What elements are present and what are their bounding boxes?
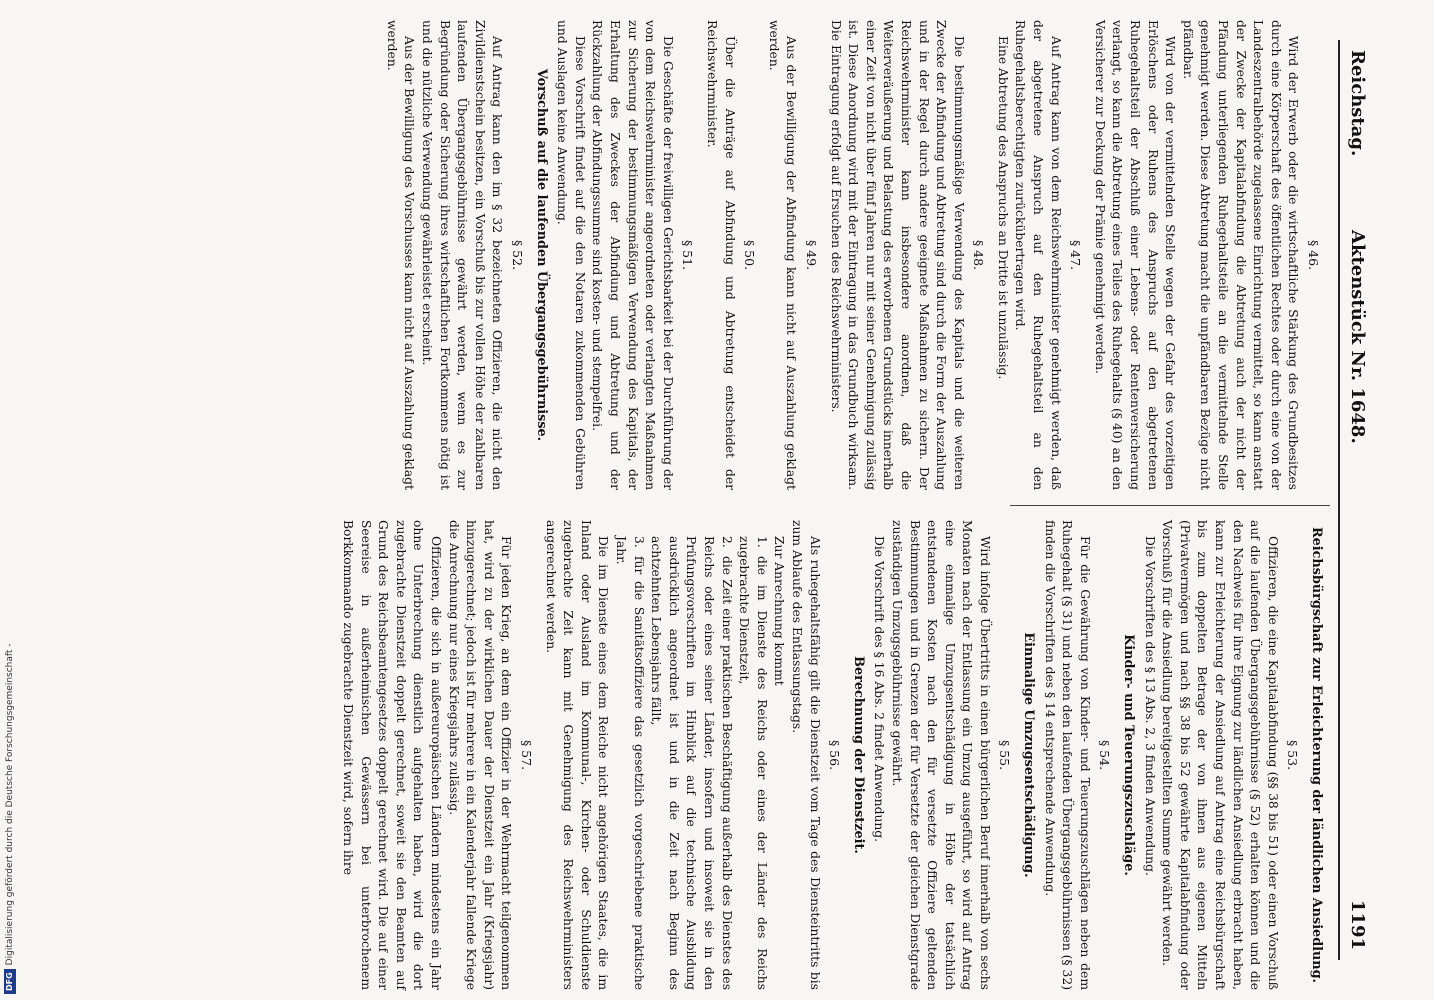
right-column xyxy=(339,520,1328,990)
section-number: § 48. xyxy=(971,239,987,271)
section-title: Vorschuß auf die laufenden Übergangsgebührnisse. xyxy=(533,68,549,442)
paragraph: Auf Antrag kann den im § 32 bezeichneten Offizieren, die nicht den Zivildienstschein besitzen, ein Vorschuß bis zur vollen Höhe der zahlbaren laufenden Übergangsgebührnisse gewährt werden, wenn es zur Begründung oder Sicherung ihres wirtschaftlichen Fortkommens nötig ist und die nützliche Verwendung gewährleistet erscheint. xyxy=(420,20,505,490)
section-number: § 46. xyxy=(1306,239,1321,271)
page-number: 1191 xyxy=(1347,899,1368,950)
header-aktenstueck: Aktenstück Nr. 1648. xyxy=(1347,230,1368,444)
section-number: § 49. xyxy=(803,239,819,271)
list-item xyxy=(611,536,646,990)
paragraph: Zur Anrechnung kommt xyxy=(772,536,787,686)
paragraph: Wird von der vermittelnden Stelle wegen der Gefahr des vorzeitigen Erlöschens oder Ruhens des Anspruchs auf den abgetretenen Ruhegehaltsteil der Abschluß einer Lebens- oder Rentenversicherung verlangt, so kann die Abtretung eines Teiles des Ruhegehalts (§ 40) an den Versicherer zur Deckung der Prämie genehmigt werden. xyxy=(1092,20,1178,490)
paragraph: Offizieren, die sich in außereuropäischen Ländern mindestens ein Jahr ohne Unterbrechung dienstlich aufgehalten haben, wird die dort zugebrachte Dienstzeit doppelt gerechnet, soweit sie den Beamten auf Grund des Reichsbeamtengesetzes doppelt gerechnet wird. Die auf einer Seereise in außerheimischen Gewässern bei unterbrochenem Borkkommando zugebrachte Dienstzeit wird, sofern ihre xyxy=(341,520,444,990)
dfg-logo: DFG xyxy=(4,969,16,994)
section-number: § 54. xyxy=(1097,739,1113,771)
section-number: § 53. xyxy=(1285,739,1301,771)
list-item-text: die Zeit einer praktischen Beschäftigung außerhalb des Dienstes des Reichs oder eines seiner Länder, insofern und insoweit sie in den Prüfungsvorschriften im Hinblick auf die technische Ausbildung ausdrücklich angeordnet ist und in die Zeit nach Beginn des achtzehnten Lebensjahrs fällt, xyxy=(649,536,734,990)
paragraph: Offizieren, die eine Kapitalabfindung (§§ 38 bis 51) oder einen Vorschuß auf die laufenden Übergangsgebührnisse (§ 52) erhalten können und die den Nachweis für ihre Eignung zur ländlichen Ansiedlung erbracht haben, kann zur Erleichterung der Ansiedlung auf Antrag eine Reichsbürgschaft bis zum doppelten Betrage der von ihnen aus eigenen Mitteln (Privatvermögen und nach §§ 38 bis 52 gewährte Kapitalabfindung oder Vorschuß) für die Ansiedlung bereitgestellten Summe gewährt werden. xyxy=(1160,520,1280,990)
list-number: 1. xyxy=(754,536,769,548)
section-number: § 51. xyxy=(680,239,696,271)
paragraph: Wird der Erwerb oder die wirtschaftliche Stärkung des Grundbesitzes durch eine Körperschaft des öffentlichen Rechtes oder durch eine von der Landeszentralbehörde zugelassene Einrichtung vermittelt, so kann anstatt der Zwecke der Kapitalabfindung die Abtretung auch der nicht der Pfändung unterliegenden Ruhegehaltsteile an die vermittelnde Stelle genehmigt werden. Diese Abtretung macht die unpfändbaren Bezüge nicht pfändbar. xyxy=(1180,20,1301,490)
paragraph: Über die Anträge auf Abfindung und Abtretung entscheidet der Reichswehrminister. xyxy=(705,20,737,490)
paragraph: Die im Dienste eines dem Reiche nicht angehörigen Staates, die im Inland oder Ausland im Kommunal-, Kirchen- oder Schuldienste zugebrachte Zeit kann mit Genehmigung des Reichswehrministers angerechnet werden. xyxy=(543,520,611,990)
section-title: Berechnung der Dienstzeit. xyxy=(850,656,866,854)
list-item-text: die im Dienste des Reichs oder eines der Länder des Reichs zugebrachte Dienstzeit, xyxy=(737,536,769,990)
section-number: § 57. xyxy=(519,739,535,771)
section-number: § 50. xyxy=(742,239,758,271)
section-title: Kinder- und Teuerungszuschläge. xyxy=(1121,634,1137,876)
paragraph: Die Vorschriften des § 13 Abs. 2, 3 finden Anwendung. xyxy=(1142,536,1157,876)
section-number: § 47. xyxy=(1068,239,1084,271)
page-header xyxy=(1342,40,1370,960)
section-title: Reichsbürgschaft zur Erleichterung der ländlichen Ansiedlung. xyxy=(1309,526,1324,984)
paragraph: Eine Abtretung des Anspruchs an Dritte ist unzulässig. xyxy=(995,36,1010,380)
paragraph: Für jeden Krieg, an dem ein Offizier in der Wehrmacht teilgenommen hat, wird zu der wirklichen Dauer der Dienstzeit ein Jahr (Kriegsjahr) hinzugerechnet; jedoch ist für mehrere in ein Kalenderjahr fallende Kriege die Anrechnung nur eines Kriegsjahrs zulässig. xyxy=(446,520,514,990)
paragraph: Die bestimmungsmäßige Verwendung des Kapitals und die weiteren Zwecke der Abfindung und Abtretung sind durch die Form der Auszahlung und in der Regel durch andere geeignete Maßnahmen zu sichern. Der Reichswehrminister kann insbesondere anordnen, daß die Weiterveräußerung und Belastung des erworbenen Grundstücks innerhalb einer Zeit von nicht über fünf Jahren nur mit seiner Genehmigung zulässig ist. Diese Anordnung wird mit der Eintragung in das Grundbuch wirksam. Die Eintragung erfolgt auf Ersuchen des Reichswehrministers. xyxy=(828,20,966,490)
list-item-text: für die Sanitätsoffiziere das gesetzlich vorgeschriebene praktische Jahr. xyxy=(614,536,646,990)
header-rule xyxy=(1338,40,1340,960)
paragraph: Aus der Bewilligung der Abfindung kann nicht auf Auszahlung geklagt werden. xyxy=(766,20,799,490)
paragraph: Diese Vorschrift findet auf die den Notaren zukommenden Gebühren und Auslagen keine Anwendung. xyxy=(555,20,587,490)
list-item xyxy=(647,536,735,990)
credit-text: Digitalisierung gefördert durch die Deutsche Forschungsgemeinschaft - xyxy=(5,643,15,966)
paragraph: Die Geschäfte der freiwilligen Gerichtsbarkeit bei der Durchführung der von dem Reichswehrminister angeordneten oder verlangten Maßnahmen zur Sicherung der bestimmungsmäßigen Verwendung des Kapitals, der Erhaltung des Zweckes der Abfindung und Abtretung und der Rückzahlung der Abfindungssumme sind kosten- und stempelfrei. xyxy=(590,20,675,490)
section-number: § 52. xyxy=(510,239,526,271)
paragraph: Als ruhegehaltsfähig gilt die Dienstzeit vom Tage des Diensteintritts bis zum Ablaufe des Entlassungstags. xyxy=(789,520,822,990)
digitization-credit xyxy=(2,0,18,994)
column-divider xyxy=(1010,505,1330,506)
list-number: 3. xyxy=(631,536,646,548)
section-number: § 56. xyxy=(827,739,843,771)
paragraph: Die Vorschrift des § 16 Abs. 2 findet Anwendung. xyxy=(872,536,887,843)
paragraph: Aus der Bewilligung des Vorschusses kann nicht auf Auszahlung geklagt werden. xyxy=(384,20,417,490)
left-column xyxy=(382,20,1328,490)
list-number: 2. xyxy=(719,536,734,548)
paragraph: Für die Gewährung von Kinder- und Teuerungszuschlägen neben dem Ruhegehalt (§ 31) und neben den laufenden Übergangsgebührnissen (§ 32) finden die Vorschriften des § 14 entsprechende Anwendung. xyxy=(1042,520,1092,990)
list-item xyxy=(735,536,770,990)
header-reichstag: Reichstag. xyxy=(1347,50,1368,157)
section-number: § 55. xyxy=(997,739,1013,771)
paragraph: Wird infolge Übertritts in einen bürgerlichen Beruf innerhalb von sechs Monaten nach der Entlassung ein Umzug ausgeführt, so wird auf Antrag eine einmalige Umzugsentschädigung in Höhe der tatsächlich entstandenen Kosten nach den für versetzte Offiziere geltenden Bestimmungen und in Grenzen der für Versetzte der gleichen Dienstgrade zuständigen Umzugsgebührnisse gewährt. xyxy=(889,520,992,990)
section-title: Einmalige Umzugsentschädigung. xyxy=(1021,632,1037,878)
paragraph: Auf Antrag kann von dem Reichswehrminister genehmigt werden, daß der abgetretene Anspruch auf den Ruhegehaltsteil an den Ruhegehaltsberechtigten zurückübertragen wird. xyxy=(1013,20,1063,490)
